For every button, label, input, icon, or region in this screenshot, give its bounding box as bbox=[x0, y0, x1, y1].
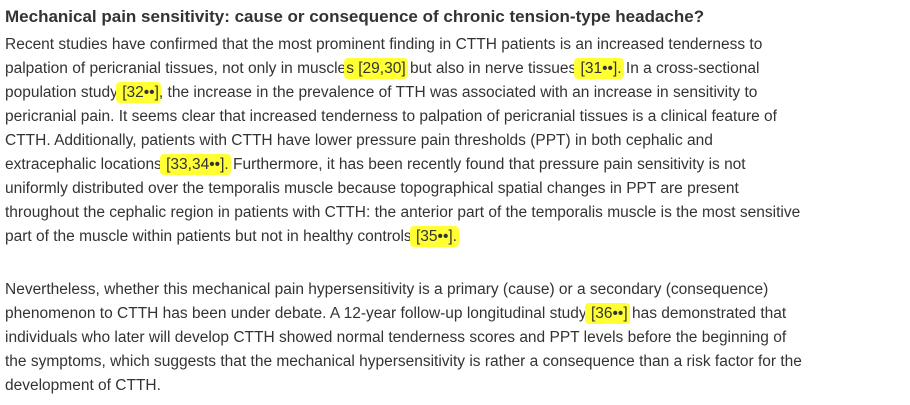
paragraph-2-line-3: individuals who later will develop CTTH showed normal tenderness scores and PPT levels before the beginning of bbox=[5, 329, 787, 346]
paragraph-1-line-4: pericranial pain. It seems clear that increased tenderness to palpation of pericranial tissues is a clinical feature of bbox=[5, 108, 777, 125]
paragraph-2-line-5: development of CTTH. bbox=[5, 377, 161, 394]
highlighted-citation-36[interactable]: [36••] bbox=[586, 305, 628, 322]
highlighted-citation-35[interactable]: [35••]. bbox=[411, 228, 457, 245]
highlighted-citation-31[interactable]: [31••]. bbox=[576, 60, 622, 77]
highlighted-citation-33-34[interactable]: [33,34••]. bbox=[161, 156, 229, 173]
paragraph-1-line-7: uniformly distributed over the temporalis muscle because topographical spatial changes in PPT are present bbox=[5, 180, 739, 197]
highlighted-citation-32[interactable]: [32••] bbox=[117, 84, 159, 101]
paragraph-2-line-1: Nevertheless, whether this mechanical pain hypersensitivity is a primary (cause) or a secondary (consequence) bbox=[5, 281, 769, 298]
paragraph-1-line-6: extracephalic locations [33,34••]. Furthermore, it has been recently found that pressure pain sensitivity is not bbox=[5, 156, 746, 173]
paragraph-1-line-1: Recent studies have confirmed that the most prominent finding in CTTH patients is an increased tenderness to bbox=[5, 36, 763, 53]
paragraph-1-line-3: population study [32••], the increase in the prevalence of TTH was associated with an increase in sensitivity to bbox=[5, 84, 758, 101]
paragraph-1-line-2: palpation of pericranial tissues, not only in muscles [29,30] but also in nerve tissues [31••]. In a cross-sectional bbox=[5, 60, 760, 77]
section-heading: Mechanical pain sensitivity: cause or consequence of chronic tension-type headache? bbox=[5, 7, 705, 26]
highlighted-citation-29-30[interactable]: s [29,30] bbox=[346, 60, 406, 77]
paragraph-1-line-5: CTTH. Additionally, patients with CTTH have lower pressure pain thresholds (PPT) in both cephalic and bbox=[5, 132, 713, 149]
paragraph-2-line-2: phenomenon to CTTH has been under debate. A 12-year follow-up longitudinal study [36••] has demonstrated that bbox=[5, 305, 787, 322]
paragraph-1-line-8: throughout the cephalic region in patients with CTTH: the anterior part of the temporalis muscle is the most sensitive bbox=[5, 204, 801, 221]
paragraph-2-line-4: the symptoms, which suggests that the mechanical hypersensitivity is rather a consequence than a risk factor for the bbox=[5, 353, 802, 370]
paragraph-1-line-9: part of the muscle within patients but not in healthy controls [35••]. bbox=[5, 228, 457, 245]
